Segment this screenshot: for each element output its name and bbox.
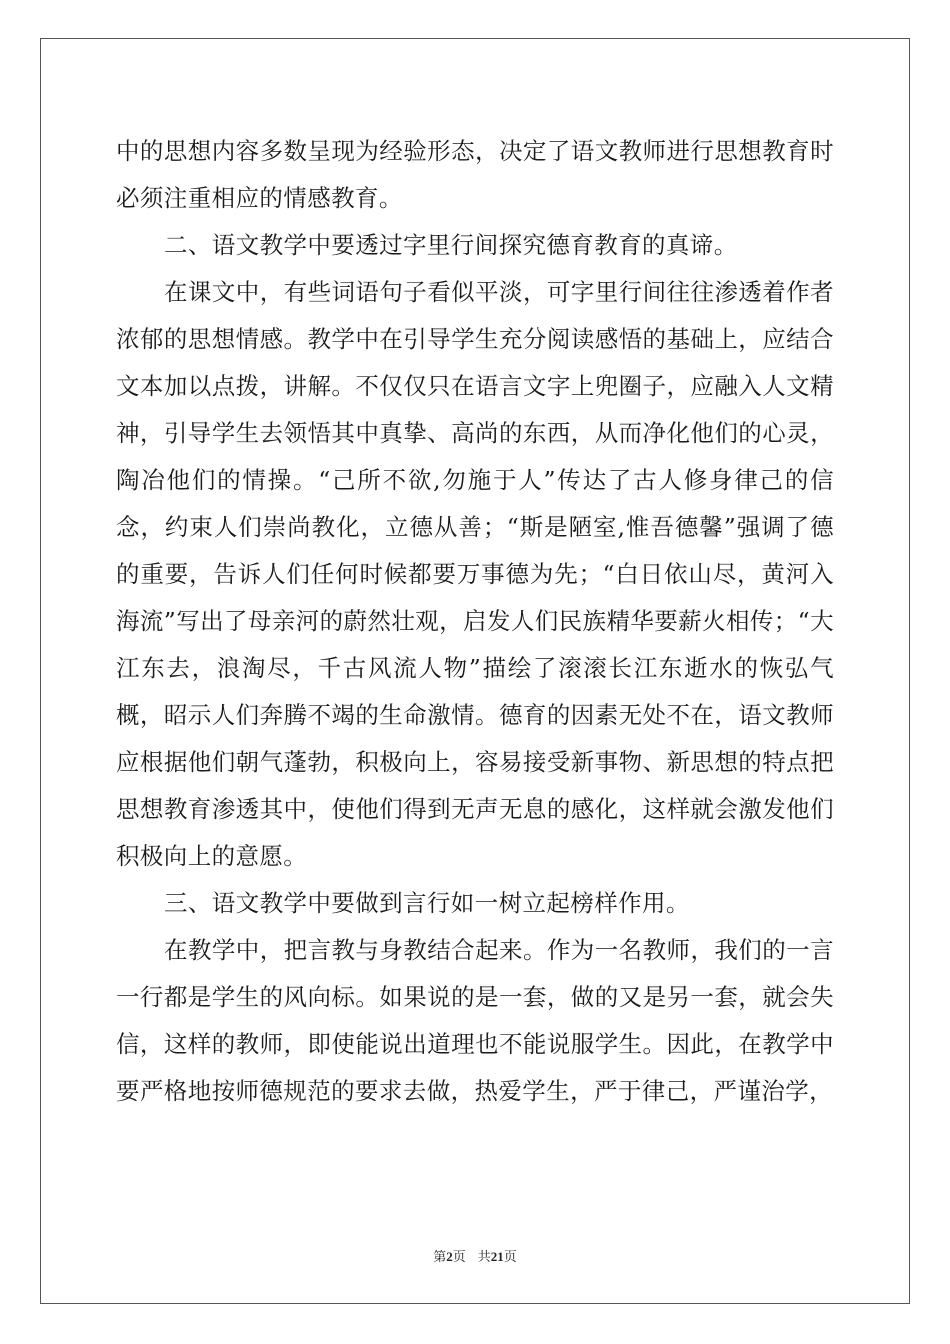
total-prefix: 共 <box>477 1250 491 1265</box>
page-current-number: 2 <box>446 1249 453 1264</box>
paragraph-1: 中的思想内容多数呈现为经验形态，决定了语文教师进行思想教育时必须注重相应的情感教育。 <box>116 137 834 212</box>
page-unit: 页 <box>452 1250 466 1265</box>
heading-section-3: 三、语文教学中要做到言行如一树立起榜样作用。 <box>164 889 690 917</box>
document-body <box>116 128 834 1115</box>
heading-section-2: 二、语文教学中要透过字里行间探究德育教育的真谛。 <box>164 231 738 259</box>
page-total-number: 21 <box>490 1249 504 1264</box>
total-unit: 页 <box>503 1250 517 1265</box>
page-footer <box>0 1246 950 1265</box>
paragraph-5: 在教学中，把言教与身教结合起来。作为一名教师，我们的一言一行都是学生的风向标。如果说的是一套，做的又是另一套，就会失信，这样的教师，即使能说出道理也不能说服学生。因此，在教学中要严格地按师德规范的要求去做，热爱学生，严于律己，严谨治学， <box>116 936 834 1105</box>
page-prefix: 第 <box>433 1250 447 1265</box>
paragraph-3: 在课文中，有些词语句子看似平淡，可字里行间往往渗透着作者浓郁的思想情感。教学中在引导学生充分阅读感悟的基础上，应结合文本加以点拨，讲解。不仅仅只在语言文字上兜圈子，应融入人文精神，引导学生去领悟其中真挚、高尚的东西，从而净化他们的心灵，陶冶他们的情操。“己所不欲,勿施于人”传达了古人修身律己的信念，约束人们崇尚教化，立德从善；“斯是陋室,惟吾德馨”强调了德的重要，告诉人们任何时候都要万事德为先；“白日依山尽，黄河入海流”写出了母亲河的蔚然壮观，启发人们民族精华要薪火相传；“大江东去，浪淘尽，千古风流人物”描绘了滚滚长江东逝水的恢弘气概，昭示人们奔腾不竭的生命激情。德育的因素无处不在，语文教师应根据他们朝气蓬勃，积极向上，容易接受新事物、新思想的特点把思想教育渗透其中，使他们得到无声无息的感化，这样就会激发他们积极向上的意愿。 <box>116 278 834 870</box>
